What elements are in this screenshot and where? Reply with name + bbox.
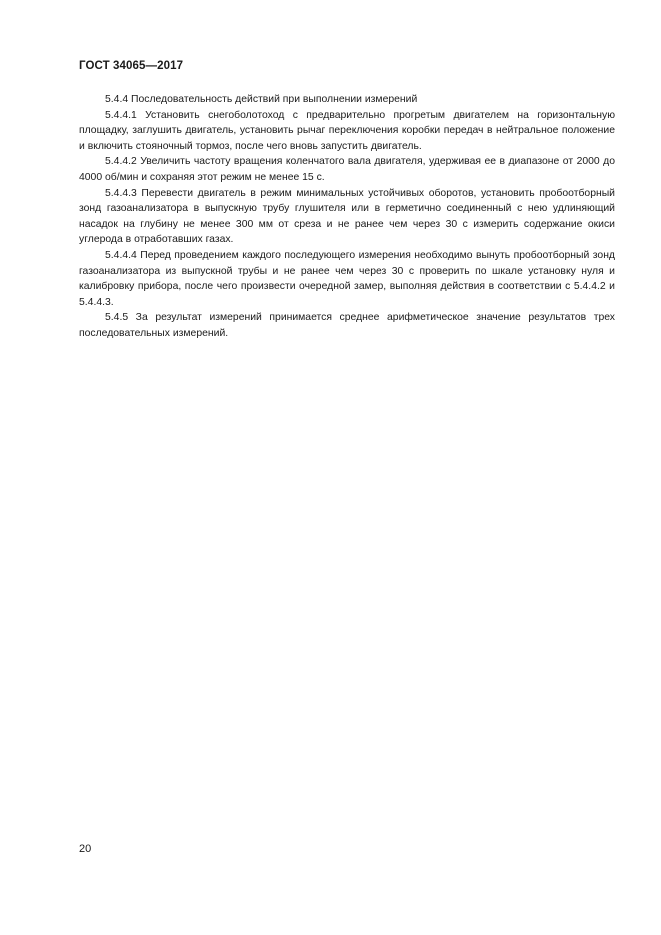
paragraph-5-4-4: 5.4.4 Последовательность действий при выполнении измерений <box>105 94 418 105</box>
page-number: 20 <box>79 843 92 855</box>
document-body <box>79 92 615 342</box>
paragraph-5-4-5: 5.4.5 За результат измерений принимается среднее арифметическое значение результатов трех последовательных измерений. <box>79 312 615 339</box>
paragraph-5-4-4-3: 5.4.4.3 Перевести двигатель в режим минимальных устойчивых оборотов, установить пробоотборный зонд газоанализатора в выпускную трубу глушителя или в герметично соединенный с нею удлиняющий насадок на глубину не менее 300 мм от среза и не ранее чем через 30 с измерить содержание окиси углерода в отработавших газах. <box>79 187 615 246</box>
paragraph-5-4-4-4: 5.4.4.4 Перед проведением каждого последующего измерения необходимо вынуть пробоотборный зонд газоанализатора из выпускной трубы и не ранее чем через 30 с проверить по шкале установку нуля и калибровку прибора, после чего произвести очередной замер, выполняя действия в соответствии с 5.4.4.2 и 5.4.4.3. <box>79 249 615 308</box>
paragraph-5-4-4-2: 5.4.4.2 Увеличить частоту вращения коленчатого вала двигателя, удерживая ее в диапазоне от 2000 до 4000 об/мин и сохраняя этот режим не менее 15 с. <box>79 156 615 183</box>
document-header: ГОСТ 34065—2017 <box>79 60 184 72</box>
paragraph-5-4-4-1: 5.4.4.1 Установить снегоболотоход с предварительно прогретым двигателем на горизонтальную площадку, заглушить двигатель, установить рычаг переключения коробки передач в нейтральное положение и включить стояночный тормоз, после чего вновь запустить двигатель. <box>79 109 615 152</box>
